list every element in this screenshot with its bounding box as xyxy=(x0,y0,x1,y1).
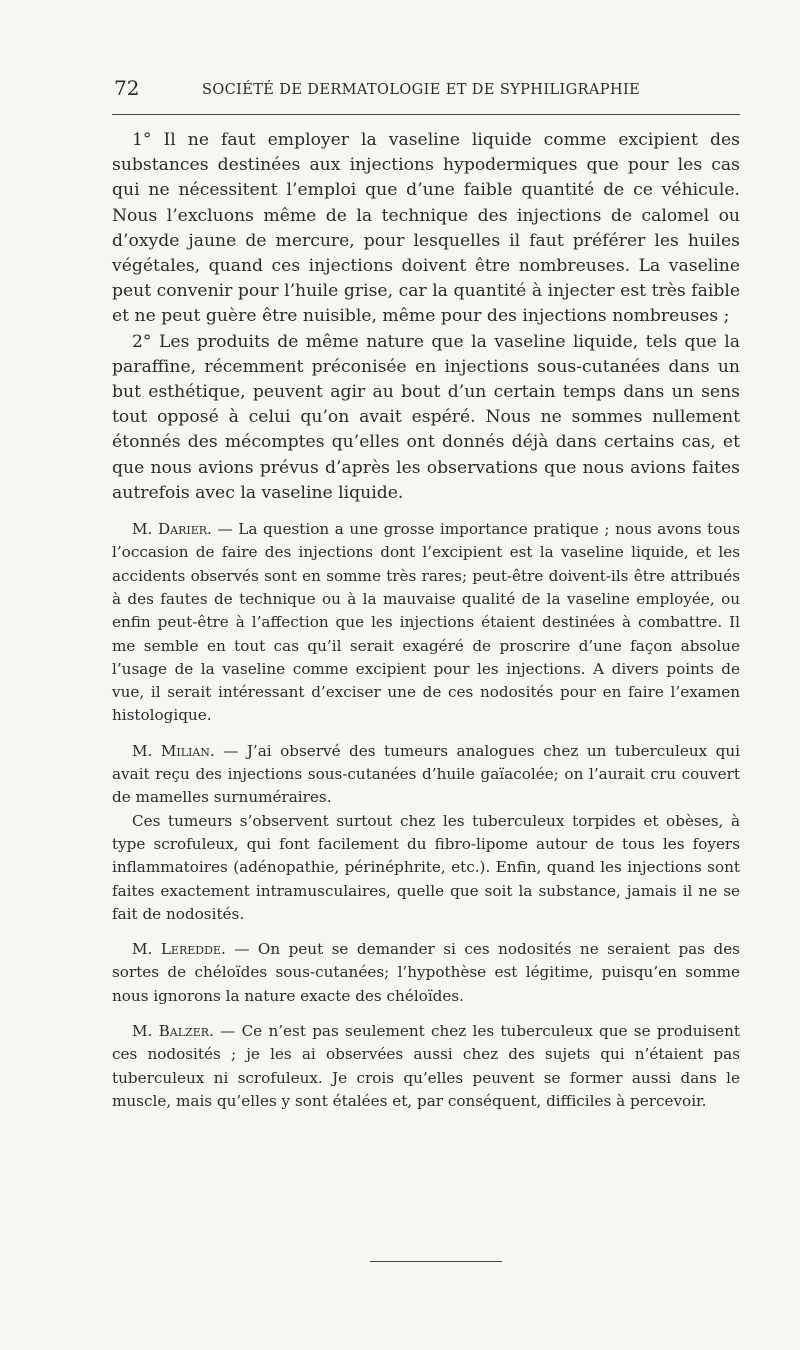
running-title: SOCIÉTÉ DE DERMATOLOGIE ET DE SYPHILIGRAPHIE xyxy=(202,82,641,98)
speaker-name: M. Balzer. xyxy=(132,1021,214,1040)
speaker-text: — J’ai observé des tumeurs analogues chez un tuberculeux qui avait reçu des injections sous-cutanées d’huile gaïacolée; on l’aurait cru couvert de mamelles surnuméraires. xyxy=(112,741,740,807)
paragraph-balzer xyxy=(112,1020,740,1113)
page-number: 72 xyxy=(114,76,140,100)
section-end-rule xyxy=(370,1261,502,1262)
speaker-text: — Ce n’est pas seulement chez les tuberculeux que se produisent ces nodosités ; je les ai observées aussi chez des sujets qui n’étaient pas tuberculeux ni scrofuleux. Je crois qu’elles peuvent se former aussi dans le muscle, mais qu’elles y sont étalées et, par conséquent, difficiles à percevoir. xyxy=(112,1021,740,1110)
speaker-name: M. Leredde. xyxy=(132,940,226,959)
speaker-text: — On peut se demander si ces nodosités ne seraient pas des sortes de chéloïdes sous-cutanées; l’hypothèse est légitime, puisqu’en somme nous ignorons la nature exacte des chéloïdes. xyxy=(112,940,740,1005)
paragraph-milian-continued: Ces tumeurs s’observent surtout chez les tuberculeux torpides et obèses, à type scrofuleux, qui font facilement du fibro-lipome autour de tous les foyers inflammatoires (adénopathie, périnéphrite, etc.). Enfin, quand les injections sont faites exactement intramusculaires, quelle que soit la substance, jamais il ne se fait de nodosités. xyxy=(112,811,740,923)
speaker-text: — La question a une grosse importance pratique ; nous avons tous l’occasion de faire des injections dont l’excipient est la vaseline liquide, et les accidents observés sont en somme très rares; peut-être doivent-ils être attribués à des fautes de technique ou à la mauvaise qualité de la vaseline employée, ou enfin peut-être à l’affection que les injections étaient destinées à combattre. Il me semble en tout cas qu’il serait exagéré de proscrire d’une façon absolue l’usage de la vaseline comme excipient pour les injections. A divers points de vue, il serait intéressant d’exciser une de ces nodosités pour en faire l’examen histologique. xyxy=(112,520,740,725)
page-header xyxy=(112,70,740,106)
header-rule xyxy=(112,114,740,115)
paragraph-leredde xyxy=(112,938,740,1008)
body-text xyxy=(112,128,740,1113)
paragraph-conclusion-2: 2° Les produits de même nature que la vaseline liquide, tels que la paraffine, récemment préconisée en injections sous-cutanées dans un but esthétique, peuvent agir au bout d’un certain temps dans un sens tout opposé à celui qu’on avait espéré. Nous ne sommes nullement étonnés des mécomptes qu’elles ont donnés déjà dans certains cas, et que nous avions prévus d’après les observations que nous avions faites autrefois avec la vaseline liquide. xyxy=(112,331,740,503)
speaker-name: M. Darier. xyxy=(132,520,212,539)
document-page xyxy=(112,70,740,1110)
speaker-name: M. Milian. xyxy=(132,741,215,760)
paragraph-milian xyxy=(112,740,740,810)
paragraph-conclusion-1: 1° Il ne faut employer la vaseline liquide comme excipient des substances destinées aux injections hypodermiques que pour les cas qui ne nécessitent l’emploi que d’une faible quantité de ce véhicule. Nous l’excluons même de la technique des injections de calomel ou d’oxyde jaune de mercure, pour lesquelles il faut préférer les huiles végétales, quand ces injections doivent être nombreuses. La vaseline peut convenir pour l’huile grise, car la quantité à injecter est très faible et ne peut guère être nuisible, même pour des injections nombreuses ; xyxy=(112,130,740,327)
paragraph-darier xyxy=(112,518,740,728)
